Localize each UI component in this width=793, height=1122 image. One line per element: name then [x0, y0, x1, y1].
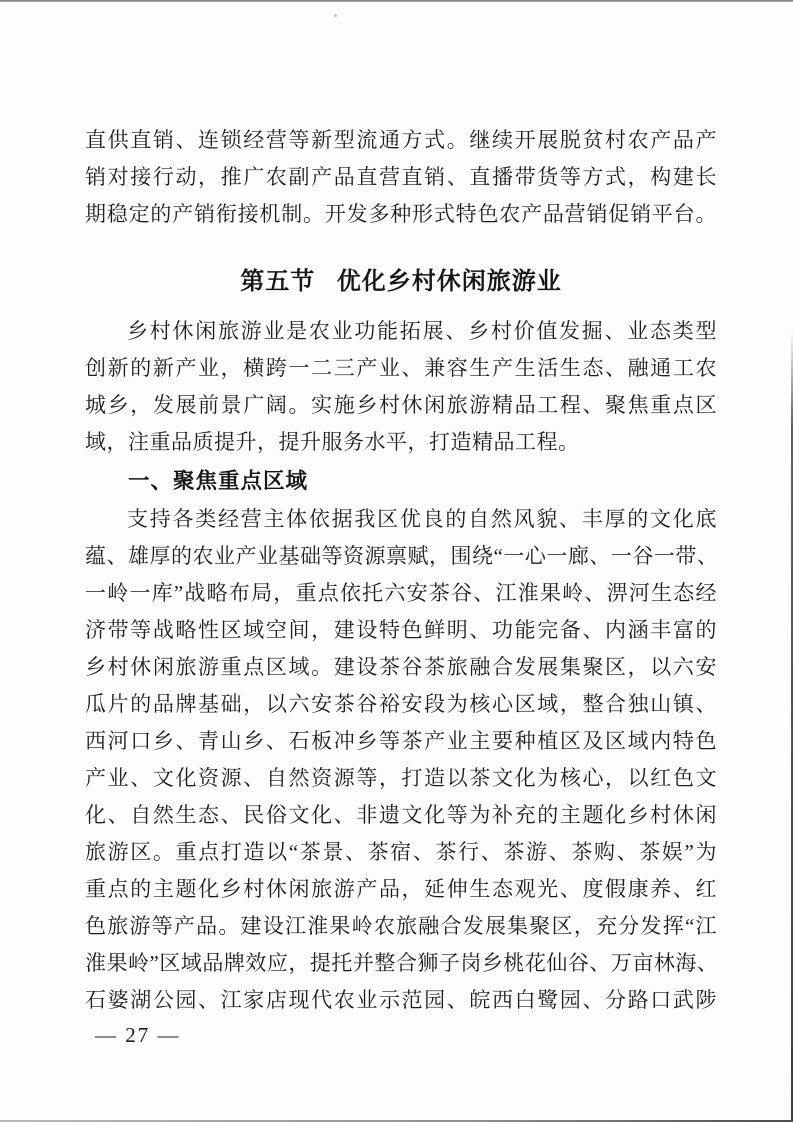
scan-artifact-top-edge: [0, 0, 793, 2]
page-footer: [95, 1022, 181, 1048]
text-line: 支持各类经营主体依据我区优良的自然风貌、丰厚的文化底: [127, 507, 717, 531]
text-line: 重点的主题化乡村休闲旅游产品，延伸生态观光、度假康养、红: [85, 877, 717, 901]
page-number: — 27 —: [95, 1023, 181, 1047]
text-line: 销对接行动，推广农副产品直营直销、直播带货等方式，构建长: [85, 165, 717, 189]
body-paragraph: [85, 501, 717, 1019]
text-line: 乡村休闲旅游重点区域。建设茶谷茶旅融合发展集聚区，以六安: [85, 655, 717, 679]
text-line: 石婆湖公园、江家店现代农业示范园、皖西白鹭园、分路口武陟: [85, 988, 717, 1012]
text-line: 直供直销、连锁经营等新型流通方式。继续开展脱贫村农产品产: [85, 128, 717, 152]
text-line: 域，注重品质提升，提升服务水平，打造精品工程。: [85, 430, 580, 454]
text-line: 城乡，发展前景广阔。实施乡村休闲旅游精品工程、聚焦重点区: [85, 393, 717, 417]
text-line: 创新的新产业，横跨一二三产业、兼容生产生活生态、融通工农: [85, 356, 717, 380]
scan-artifact-speck: [334, 14, 337, 17]
intro-paragraph: [85, 122, 717, 233]
section-number: 第五节: [240, 268, 316, 295]
text-line: 乡村休闲旅游业是农业功能拓展、乡村价值发掘、业态类型: [127, 319, 717, 343]
text-line: 一岭一库”战略布局，重点依托六安茶谷、江淮果岭、淠河生态经: [85, 581, 717, 605]
text-line: 旅游区。重点打造以“茶景、茶宿、茶行、茶游、茶购、茶娱”为: [85, 840, 717, 864]
text-line: 色旅游等产品。建设江淮果岭农旅融合发展集聚区，充分发挥“江: [85, 914, 717, 938]
text-line: 化、自然生态、民俗文化、非遗文化等为补充的主题化乡村休闲: [85, 803, 717, 827]
section-title-text: 优化乡村休闲旅游业: [336, 268, 562, 295]
text-line: 产业、文化资源、自然资源等，打造以茶文化为核心，以红色文: [85, 766, 717, 790]
document-body: [85, 122, 717, 1019]
text-line: 瓜片的品牌基础，以六安茶谷裕安段为核心区域，整合独山镇、: [85, 692, 717, 716]
text-line: 蕴、雄厚的农业产业基础等资源禀赋，围绕“一心一廊、一谷一带、: [85, 544, 719, 568]
text-line: 济带等战略性区域空间，建设特色鲜明、功能完备、内涵丰富的: [85, 618, 717, 642]
section-heading: [85, 265, 717, 299]
text-line: 期稳定的产销衔接机制。开发多种形式特色农产品营销促销平台。: [85, 202, 717, 226]
lead-paragraph: [85, 313, 717, 461]
text-line: 淮果岭”区域品牌效应，提托并整合狮子岗乡桃花仙谷、万亩林海、: [85, 951, 719, 975]
subsection-heading: 一、聚焦重点区域: [128, 469, 309, 493]
text-line: 西河口乡、青山乡、石板冲乡等茶产业主要种植区及区域内特色: [85, 729, 717, 753]
